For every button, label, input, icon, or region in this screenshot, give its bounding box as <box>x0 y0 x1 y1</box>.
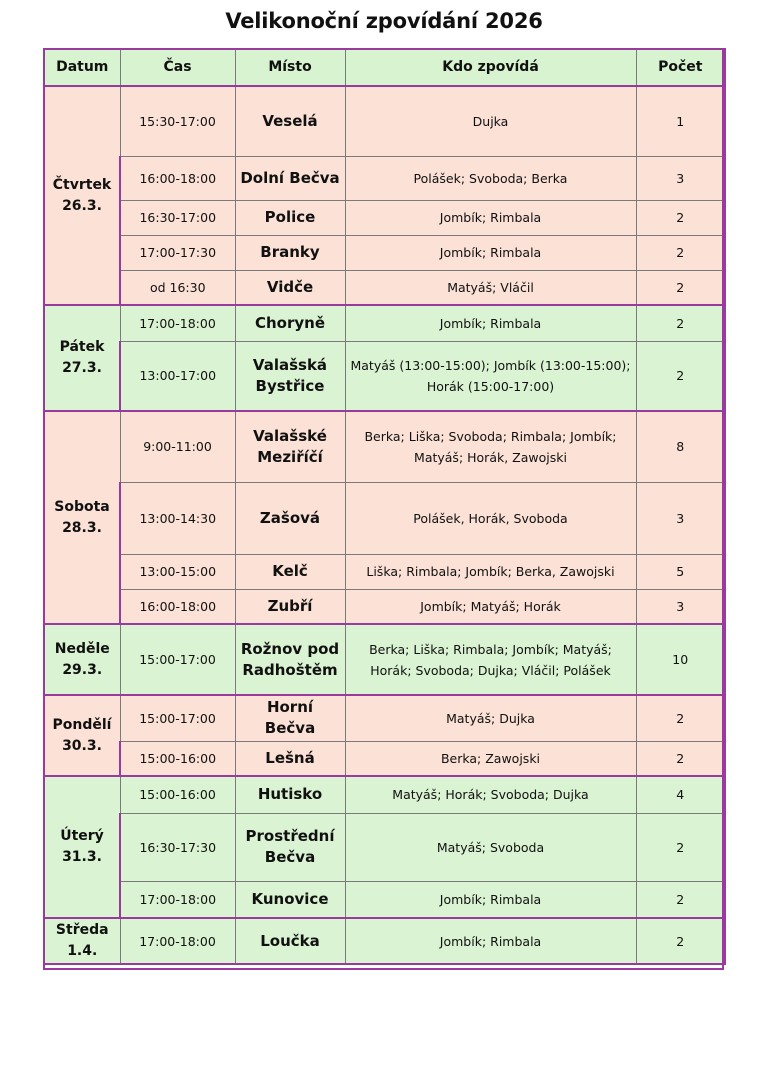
day-cell <box>44 86 120 305</box>
place-cell: Choryně <box>235 305 345 341</box>
count-cell: 2 <box>636 918 725 964</box>
table-row <box>44 554 725 589</box>
header-count: Počet <box>636 49 725 87</box>
confessors-cell: Jombík; Matyáš; Horák <box>345 589 636 624</box>
place-cell: Valašská Bystřice <box>235 341 345 411</box>
day-date: 28.3. <box>62 519 102 536</box>
table-row <box>44 411 725 482</box>
count-cell: 10 <box>636 624 725 695</box>
table-row <box>44 695 725 741</box>
header-place: Místo <box>235 49 345 87</box>
day-cell <box>44 776 120 918</box>
place-cell: Loučka <box>235 918 345 964</box>
table-row <box>44 813 725 881</box>
confessors-cell: Jombík; Rimbala <box>345 235 636 270</box>
confessors-cell: Jombík; Rimbala <box>345 200 636 235</box>
day-name: Neděle <box>54 640 110 657</box>
day-name: Pondělí <box>52 716 112 733</box>
confessors-cell: Matyáš; Vláčil <box>345 270 636 305</box>
time-cell: 13:00-17:00 <box>120 341 235 411</box>
day-cell <box>44 305 120 411</box>
place-cell: Dolní Bečva <box>235 156 345 200</box>
table-row <box>44 918 725 964</box>
table-row <box>44 624 725 695</box>
confessors-cell: Jombík; Rimbala <box>345 918 636 964</box>
place-cell: Rožnov pod Radhoštěm <box>235 624 345 695</box>
count-cell: 5 <box>636 554 725 589</box>
place-cell: Zašová <box>235 482 345 554</box>
time-cell: 17:00-18:00 <box>120 305 235 341</box>
table-row <box>44 341 725 411</box>
confession-schedule-table <box>43 48 726 965</box>
place-cell: Horní Bečva <box>235 695 345 741</box>
table-row <box>44 776 725 813</box>
time-cell: 13:00-15:00 <box>120 554 235 589</box>
confessors-cell: Jombík; Rimbala <box>345 305 636 341</box>
table-row <box>44 200 725 235</box>
count-cell: 3 <box>636 156 725 200</box>
page-title: Velikonoční zpovídání 2026 <box>225 9 543 33</box>
time-cell: 15:30-17:00 <box>120 86 235 156</box>
confessors-cell: Berka; Liška; Rimbala; Jombík; Matyáš; Horák; Svoboda; Dujka; Vláčil; Polášek <box>345 624 636 695</box>
confessors-cell: Berka; Liška; Svoboda; Rimbala; Jombík; Matyáš; Horák, Zawojski <box>345 411 636 482</box>
time-cell: 16:30-17:00 <box>120 200 235 235</box>
place-cell: Hutisko <box>235 776 345 813</box>
count-cell: 3 <box>636 589 725 624</box>
table-row <box>44 156 725 200</box>
time-cell: 17:00-18:00 <box>120 918 235 964</box>
day-date: 30.3. <box>62 737 102 754</box>
day-date: 26.3. <box>62 197 102 214</box>
time-cell: 13:00-14:30 <box>120 482 235 554</box>
place-cell: Kelč <box>235 554 345 589</box>
day-name: Čtvrtek <box>52 176 112 193</box>
day-name: Sobota <box>54 498 110 515</box>
table-row <box>44 305 725 341</box>
count-cell: 2 <box>636 881 725 918</box>
time-cell: 17:00-17:30 <box>120 235 235 270</box>
time-cell: 16:00-18:00 <box>120 589 235 624</box>
day-name: Úterý <box>60 828 104 844</box>
count-cell: 8 <box>636 411 725 482</box>
day-cell <box>44 695 120 776</box>
schedule-body <box>44 86 725 964</box>
count-cell: 2 <box>636 813 725 881</box>
header-date: Datum <box>44 49 120 87</box>
time-cell: 17:00-18:00 <box>120 881 235 918</box>
table-row <box>44 881 725 918</box>
confessors-cell: Matyáš; Svoboda <box>345 813 636 881</box>
day-date: 31.3. <box>62 849 102 865</box>
count-cell: 2 <box>636 200 725 235</box>
table-row <box>44 235 725 270</box>
confessors-cell: Matyáš (13:00-15:00); Jombík (13:00-15:00); Horák (15:00-17:00) <box>345 341 636 411</box>
time-cell: 15:00-16:00 <box>120 776 235 813</box>
day-name: Středa <box>55 922 109 938</box>
place-cell: Branky <box>235 235 345 270</box>
confessors-cell: Matyáš; Dujka <box>345 695 636 741</box>
place-cell: Veselá <box>235 86 345 156</box>
count-cell: 2 <box>636 235 725 270</box>
time-cell: 16:00-18:00 <box>120 156 235 200</box>
table-row <box>44 482 725 554</box>
place-cell: Lešná <box>235 741 345 776</box>
count-cell: 2 <box>636 270 725 305</box>
time-cell: od 16:30 <box>120 270 235 305</box>
time-cell: 15:00-17:00 <box>120 695 235 741</box>
day-cell <box>44 411 120 624</box>
place-cell: Kunovice <box>235 881 345 918</box>
time-cell: 9:00-11:00 <box>120 411 235 482</box>
table-row <box>44 589 725 624</box>
place-cell: Prostřední Bečva <box>235 813 345 881</box>
count-cell: 2 <box>636 695 725 741</box>
confessors-cell: Polášek, Horák, Svoboda <box>345 482 636 554</box>
confessors-cell: Jombík; Rimbala <box>345 881 636 918</box>
header-who: Kdo zpovídá <box>345 49 636 87</box>
time-cell: 15:00-16:00 <box>120 741 235 776</box>
header-time: Čas <box>120 49 235 87</box>
confessors-cell: Matyáš; Horák; Svoboda; Dujka <box>345 776 636 813</box>
count-cell: 1 <box>636 86 725 156</box>
count-cell: 2 <box>636 305 725 341</box>
day-name: Pátek <box>59 339 105 355</box>
confessors-cell: Dujka <box>345 86 636 156</box>
place-cell: Vidče <box>235 270 345 305</box>
count-cell: 3 <box>636 482 725 554</box>
day-cell <box>44 918 120 964</box>
place-cell: Police <box>235 200 345 235</box>
place-cell: Zubří <box>235 589 345 624</box>
time-cell: 16:30-17:30 <box>120 813 235 881</box>
count-cell: 2 <box>636 341 725 411</box>
day-cell <box>44 624 120 695</box>
table-row <box>44 270 725 305</box>
time-cell: 15:00-17:00 <box>120 624 235 695</box>
confessors-cell: Liška; Rimbala; Jombík; Berka, Zawojski <box>345 554 636 589</box>
header-row <box>44 49 725 87</box>
table-row <box>44 86 725 156</box>
confessors-cell: Berka; Zawojski <box>345 741 636 776</box>
day-date: 1.4. <box>67 943 98 959</box>
count-cell: 2 <box>636 741 725 776</box>
table-row <box>44 741 725 776</box>
count-cell: 4 <box>636 776 725 813</box>
day-date: 29.3. <box>62 661 103 678</box>
day-date: 27.3. <box>62 360 102 376</box>
confessors-cell: Polášek; Svoboda; Berka <box>345 156 636 200</box>
place-cell: Valašské Meziříčí <box>235 411 345 482</box>
